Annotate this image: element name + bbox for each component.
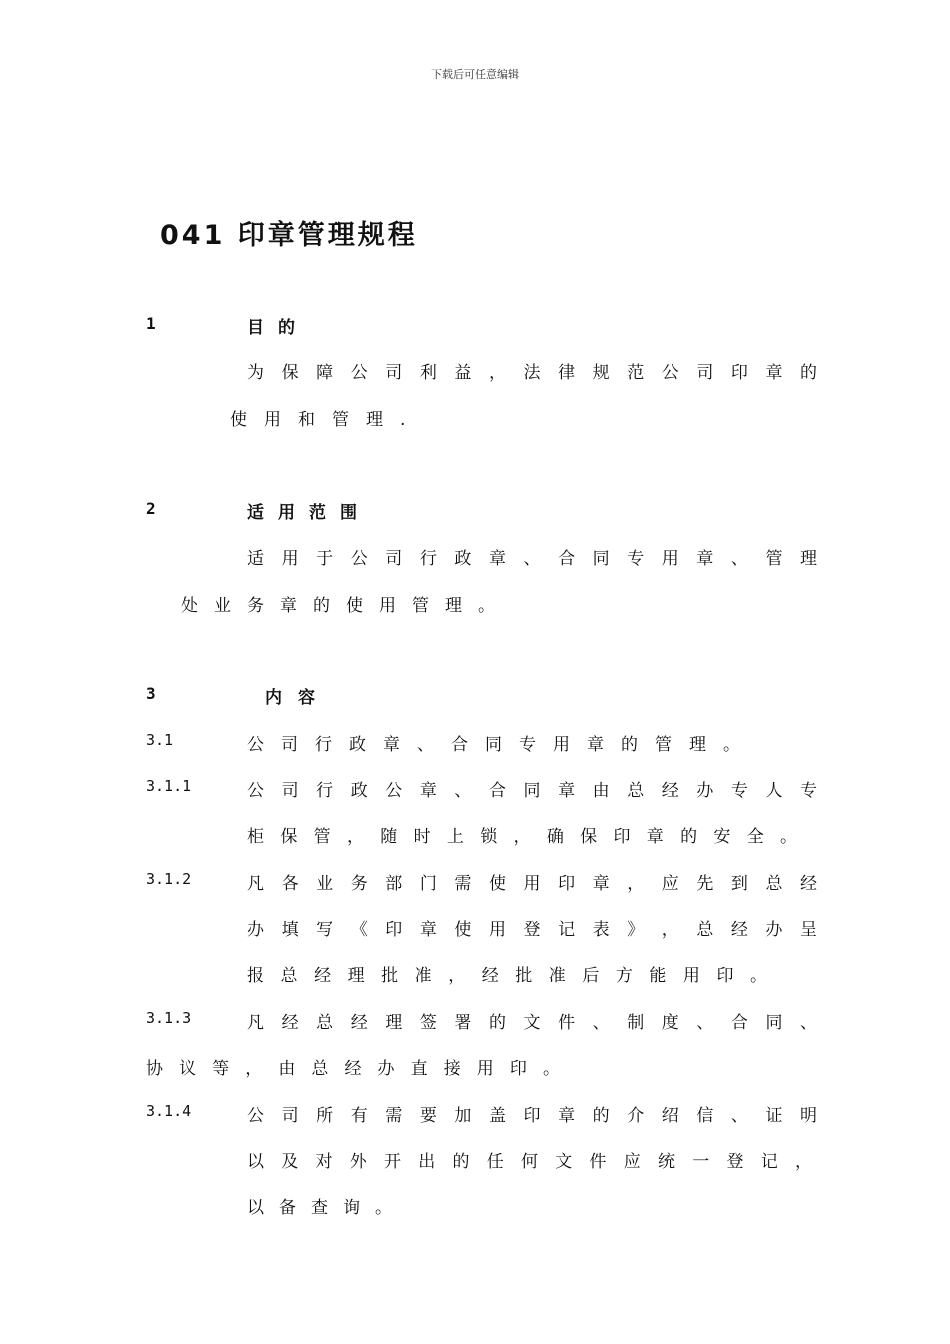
text-char: 印 [509, 1059, 527, 1079]
text-char: 办 [377, 1059, 395, 1079]
text-char: 确 [546, 827, 564, 847]
text-char: 开 [384, 1152, 401, 1172]
text-char: 办 [765, 920, 783, 940]
text-char: 经 [344, 1059, 362, 1079]
text-char: 保 [280, 827, 298, 847]
text-char: 门 [419, 874, 437, 894]
section-3-number: 3 [146, 684, 156, 703]
section-3-1-2-line-2 [247, 915, 817, 940]
text-char: 总 [316, 1013, 334, 1033]
text-char: ， [346, 827, 364, 847]
text-char: 介 [627, 1106, 645, 1126]
text-char: 锁 [480, 827, 498, 847]
text-char: 需 [454, 874, 472, 894]
section-1-line-2: 使用和管理. [230, 410, 423, 430]
section-3-1-3-line-1 [247, 1008, 817, 1033]
section-3-1-2-line-1 [247, 869, 817, 894]
text-char: 用 [661, 549, 679, 569]
section-3-1-1-line-1 [247, 776, 817, 801]
text-char: 任 [486, 1152, 504, 1172]
section-1-line-1 [247, 358, 817, 383]
text-char: 应 [661, 874, 679, 894]
text-char: 办 [696, 781, 714, 801]
text-char: 、 [523, 549, 541, 569]
text-char: 、 [454, 781, 472, 801]
text-char: 总 [627, 781, 645, 801]
text-char: 印 [716, 966, 734, 986]
text-char: 随 [380, 827, 398, 847]
text-char: 同 [592, 549, 610, 569]
text-char: 明 [800, 1106, 817, 1126]
text-char: 经 [350, 1013, 368, 1033]
text-char: 司 [281, 781, 299, 801]
text-char: 经 [730, 920, 748, 940]
text-char: 保 [281, 363, 299, 383]
text-char: 加 [454, 1106, 472, 1126]
text-char: 、 [730, 549, 748, 569]
text-char: 障 [316, 363, 334, 383]
section-2-number: 2 [146, 499, 156, 518]
text-char: 法 [523, 363, 541, 383]
text-char: 所 [316, 1106, 334, 1126]
text-char: 理 [347, 966, 365, 986]
text-char: 用 [682, 966, 700, 986]
page-header: 下载后可任意编辑 [431, 68, 519, 81]
text-char: 合 [488, 781, 506, 801]
text-char: 备 [279, 1198, 296, 1218]
section-3-1-1-number: 3.1.1 [146, 777, 192, 795]
text-char: 适 [247, 549, 264, 569]
text-char: 应 [623, 1152, 641, 1172]
text-char: 为 [247, 363, 264, 383]
text-char: 使 [488, 874, 506, 894]
text-char: 各 [281, 874, 299, 894]
text-char: 的 [452, 1152, 470, 1172]
text-char: 总 [765, 874, 783, 894]
text-char: 统 [658, 1152, 675, 1172]
text-char: 业 [316, 874, 334, 894]
text-char: 章 [419, 920, 437, 940]
text-char: 务 [350, 874, 368, 894]
text-char: 出 [418, 1152, 436, 1172]
text-char: 理 [800, 549, 817, 569]
section-2-line-1 [247, 544, 817, 569]
text-char: 行 [316, 781, 334, 801]
text-char: 时 [413, 827, 431, 847]
text-char: 行 [419, 549, 437, 569]
section-1-heading: 目的 [247, 318, 309, 338]
text-char: 上 [446, 827, 464, 847]
text-char: ， [795, 1152, 812, 1172]
text-char: 盖 [488, 1106, 506, 1126]
text-char: 外 [349, 1152, 367, 1172]
text-char: 准 [414, 966, 432, 986]
text-char: 先 [696, 874, 714, 894]
text-char: 查 [311, 1198, 328, 1218]
section-2-line-2: 处业务章的使用管理。 [181, 596, 511, 616]
text-char: 理 [385, 1013, 403, 1033]
text-char: 件 [589, 1152, 607, 1172]
text-char: 的 [488, 1013, 506, 1033]
text-char: 证 [765, 1106, 783, 1126]
section-3-1-4-line-2 [247, 1147, 812, 1172]
text-char: 印 [730, 363, 748, 383]
text-char: 文 [523, 1013, 541, 1033]
text-char: 接 [443, 1059, 461, 1079]
text-char: 凡 [247, 874, 264, 894]
text-char: 印 [613, 827, 631, 847]
text-char: 记 [558, 920, 576, 940]
text-char: 公 [661, 363, 679, 383]
text-char: 以 [247, 1198, 264, 1218]
text-char: 管 [313, 827, 331, 847]
text-char: 需 [385, 1106, 403, 1126]
text-char: 用 [281, 549, 299, 569]
text-char: 章 [646, 827, 664, 847]
text-char: 安 [713, 827, 731, 847]
text-char: 司 [696, 363, 714, 383]
text-char: 》 [627, 920, 645, 940]
section-3-1-4-line-3 [247, 1193, 392, 1218]
text-char: 登 [523, 920, 541, 940]
text-char: 、 [800, 1013, 817, 1033]
text-char: 公 [350, 363, 368, 383]
text-char: 。 [542, 1059, 560, 1079]
text-char: 批 [515, 966, 533, 986]
text-char: 准 [548, 966, 566, 986]
text-char: 一 [692, 1152, 710, 1172]
text-char: 文 [555, 1152, 573, 1172]
text-char: 、 [696, 1013, 714, 1033]
text-char: 登 [726, 1152, 744, 1172]
text-char: 、 [730, 1106, 748, 1126]
section-3-1-2-number: 3.1.2 [146, 870, 192, 888]
text-char: 总 [280, 966, 298, 986]
text-char: 呈 [800, 920, 817, 940]
text-char: 经 [481, 966, 499, 986]
text-char: ， [513, 827, 531, 847]
text-char: 表 [592, 920, 610, 940]
text-char: 件 [558, 1013, 576, 1033]
text-char: 部 [385, 874, 403, 894]
text-char: 凡 [247, 1013, 264, 1033]
text-char: ， [448, 966, 466, 986]
text-char: 印 [523, 1106, 541, 1126]
text-char: 柜 [247, 827, 264, 847]
text-char: 批 [381, 966, 399, 986]
text-char: 章 [696, 549, 714, 569]
section-1-number: 1 [146, 314, 156, 333]
text-char: 同 [765, 1013, 783, 1033]
section-3-1-1-line-2 [247, 822, 797, 847]
section-3-1-4-number: 3.1.4 [146, 1102, 192, 1120]
section-3-1-2-line-3 [247, 961, 767, 986]
text-char: 询 [343, 1198, 360, 1218]
section-3-1-3-number: 3.1.3 [146, 1009, 192, 1027]
text-char: 签 [419, 1013, 437, 1033]
text-char: 公 [385, 781, 403, 801]
text-char: 使 [454, 920, 472, 940]
text-char: 制 [627, 1013, 645, 1033]
text-char: 公 [350, 549, 368, 569]
text-char: 绍 [661, 1106, 679, 1126]
section-2-heading: 适用范围 [247, 503, 371, 523]
text-char: 范 [627, 363, 645, 383]
text-char: 。 [780, 827, 797, 847]
text-char: 公 [247, 1106, 264, 1126]
text-char: 同 [523, 781, 541, 801]
text-char: 信 [696, 1106, 714, 1126]
text-char: 用 [488, 920, 506, 940]
text-char: 利 [419, 363, 437, 383]
text-char: 写 [316, 920, 334, 940]
text-char: 直 [410, 1059, 428, 1079]
text-char: 议 [179, 1059, 197, 1079]
text-char: 章 [558, 1106, 576, 1126]
text-char: ， [661, 920, 679, 940]
text-char: 用 [523, 874, 541, 894]
text-char: 对 [315, 1152, 333, 1172]
text-char: 司 [385, 549, 403, 569]
text-char: 度 [661, 1013, 679, 1033]
text-char: ， [627, 874, 645, 894]
text-char: 要 [419, 1106, 437, 1126]
text-char: 司 [281, 1106, 299, 1126]
text-char: 。 [375, 1198, 392, 1218]
text-char: 报 [247, 966, 264, 986]
text-char: 专 [730, 781, 748, 801]
text-char: 、 [592, 1013, 610, 1033]
text-char: 协 [146, 1059, 163, 1079]
document-title: 041 印章管理规程 [160, 220, 418, 251]
text-char: 方 [615, 966, 633, 986]
text-char: 政 [350, 781, 368, 801]
text-char: 章 [592, 874, 610, 894]
text-char: 有 [350, 1106, 368, 1126]
text-char: 到 [730, 874, 748, 894]
text-char: 及 [281, 1152, 299, 1172]
section-3-1-line-1: 公司行政章、合同专用章的管理。 [247, 735, 757, 755]
text-char: 人 [765, 781, 783, 801]
text-char: 等 [212, 1059, 230, 1079]
text-char: 记 [760, 1152, 778, 1172]
text-char: 的 [592, 1106, 610, 1126]
text-char: 总 [311, 1059, 329, 1079]
text-char: ， [488, 363, 506, 383]
text-char: 由 [278, 1059, 296, 1079]
text-char: 经 [314, 966, 332, 986]
text-char: 的 [680, 827, 698, 847]
text-char: 经 [281, 1013, 299, 1033]
text-char: ， [245, 1059, 263, 1079]
text-char: 益 [454, 363, 472, 383]
text-char: 办 [247, 920, 264, 940]
text-char: 何 [521, 1152, 538, 1172]
text-char: 印 [558, 874, 576, 894]
text-char: 用 [476, 1059, 494, 1079]
text-char: 的 [800, 363, 817, 383]
text-char: 政 [454, 549, 472, 569]
text-char: 经 [661, 781, 679, 801]
section-3-1-number: 3.1 [146, 731, 174, 749]
section-3-1-4-line-1 [247, 1101, 817, 1126]
section-3-1-3-line-2 [146, 1054, 560, 1079]
text-char: 总 [696, 920, 714, 940]
text-char: 章 [488, 549, 506, 569]
text-char: 于 [316, 549, 334, 569]
text-char: 专 [800, 781, 817, 801]
text-char: 律 [558, 363, 576, 383]
text-char: 章 [765, 363, 783, 383]
text-char: 后 [582, 966, 600, 986]
text-char: 署 [454, 1013, 472, 1033]
text-char: 填 [281, 920, 299, 940]
text-char: 。 [749, 966, 767, 986]
text-char: 公 [247, 781, 264, 801]
text-char: 合 [730, 1013, 748, 1033]
text-char: 章 [558, 781, 576, 801]
text-char: 经 [800, 874, 817, 894]
text-char: 保 [580, 827, 598, 847]
text-char: 全 [746, 827, 764, 847]
text-char: 印 [385, 920, 403, 940]
text-char: 《 [350, 920, 368, 940]
section-3-heading: 内容 [265, 688, 331, 708]
text-char: 章 [419, 781, 437, 801]
text-char: 能 [649, 966, 667, 986]
text-char: 专 [627, 549, 645, 569]
text-char: 管 [765, 549, 783, 569]
text-char: 以 [247, 1152, 264, 1172]
text-char: 由 [592, 781, 610, 801]
text-char: 司 [385, 363, 403, 383]
text-char: 规 [592, 363, 610, 383]
text-char: 合 [558, 549, 576, 569]
